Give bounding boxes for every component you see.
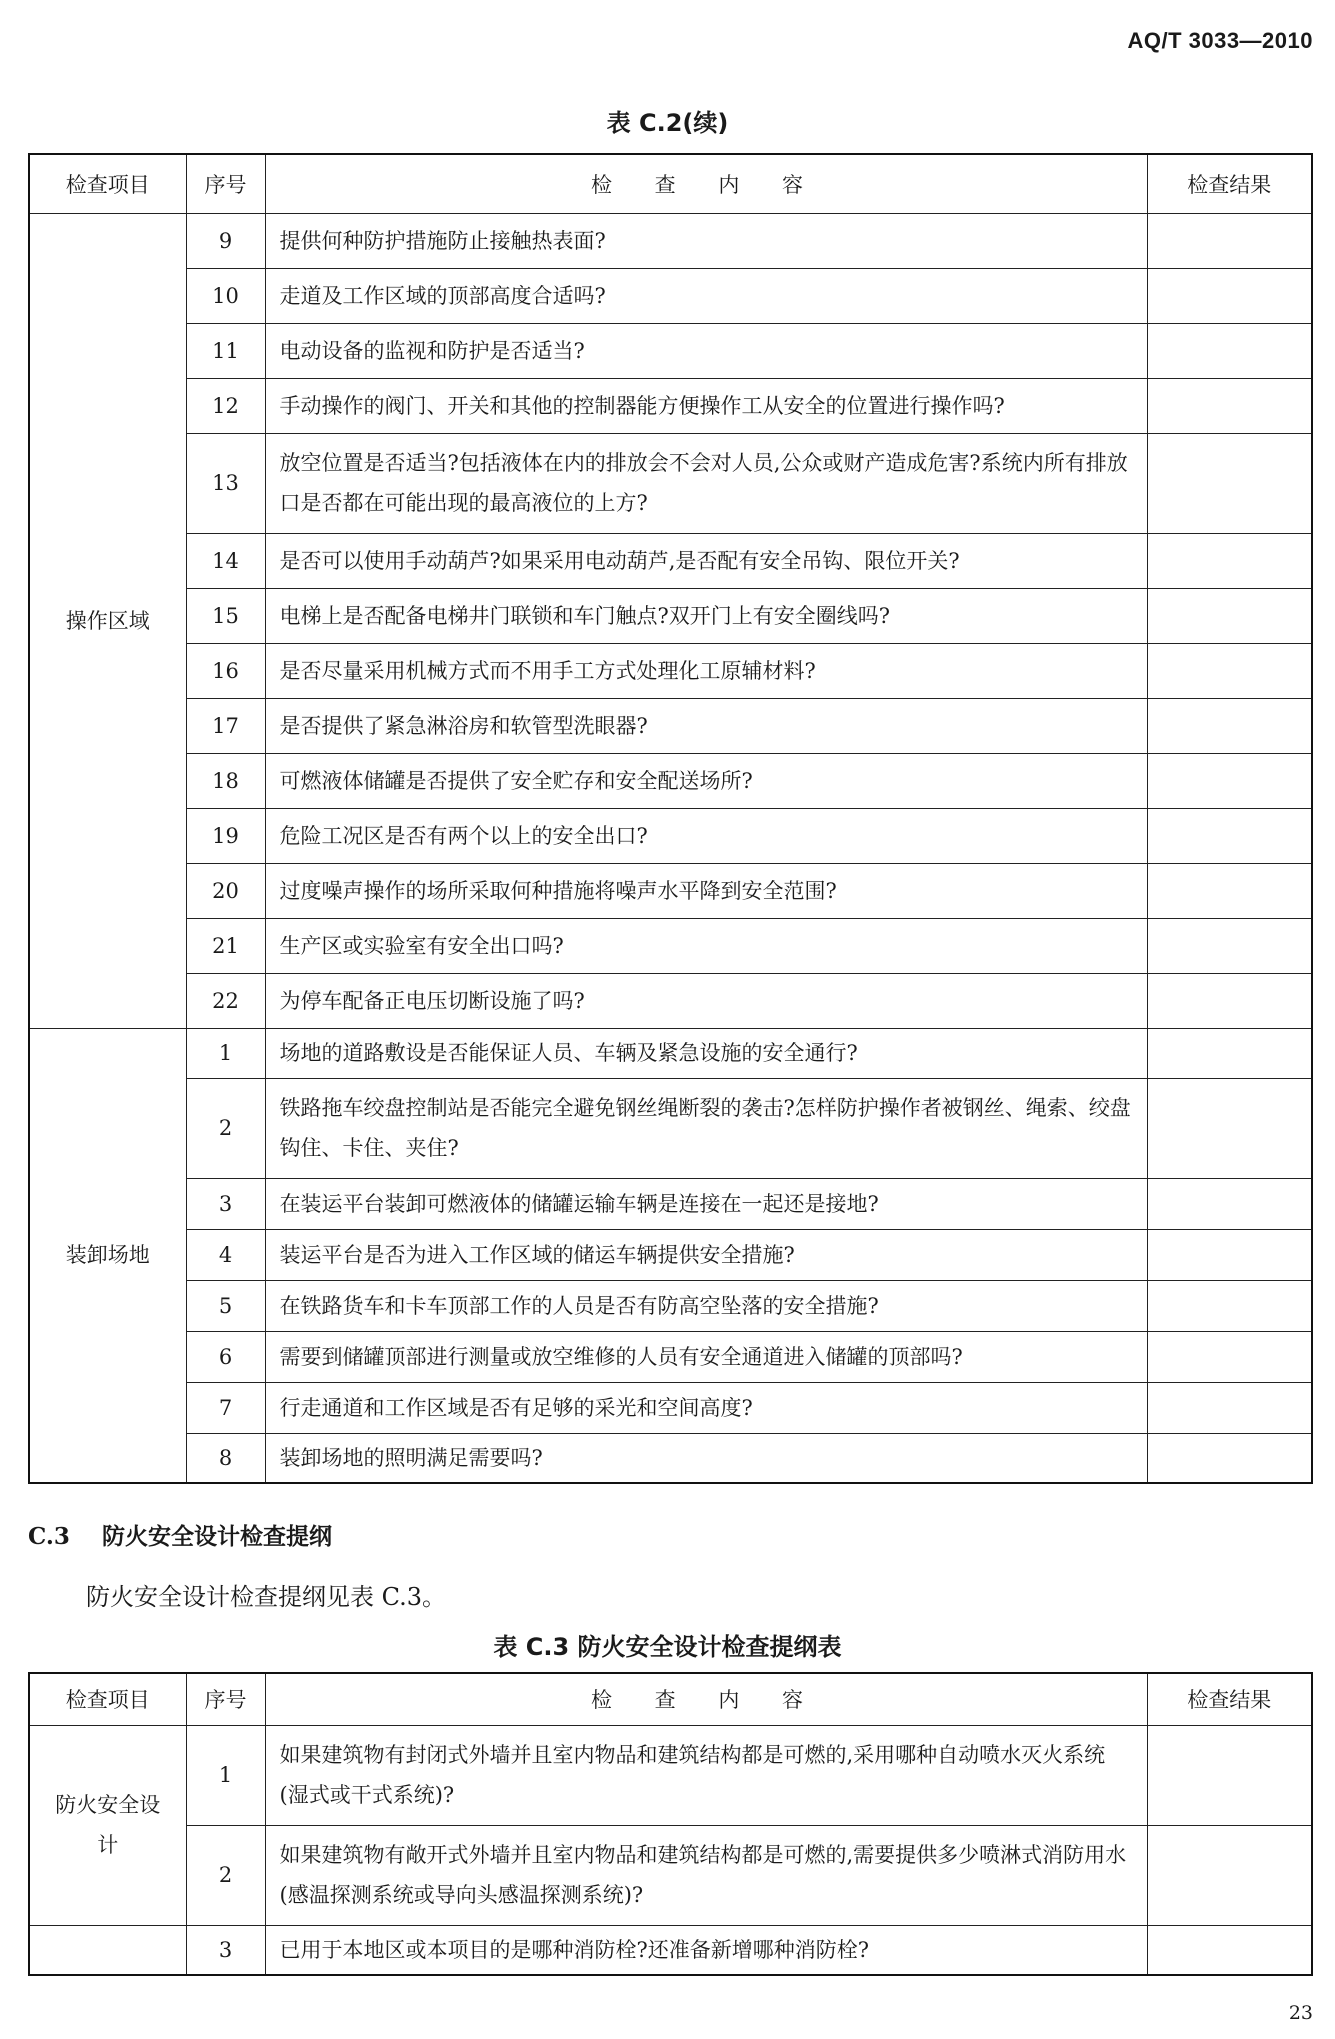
content-cell: 在铁路货车和卡车顶部工作的人员是否有防高空坠落的安全措施? [265,1280,1147,1331]
seq-cell: 18 [186,753,265,808]
table-row [29,433,1312,533]
result-cell[interactable] [1147,323,1312,378]
section-c3-heading [28,1518,332,1551]
seq-cell: 1 [186,1028,265,1078]
col-header-result: 检查结果 [1147,154,1312,213]
seq-cell: 17 [186,698,265,753]
table-row [29,1331,1312,1382]
col-header-content: 检 查 内 容 [265,1673,1147,1725]
seq-cell: 3 [186,1178,265,1229]
table-row [29,643,1312,698]
col-header-seq: 序号 [186,1673,265,1725]
document-code: AQ/T 3033—2010 [1127,28,1313,53]
result-cell[interactable] [1147,433,1312,533]
content-cell: 装卸场地的照明满足需要吗? [265,1433,1147,1483]
table-c2-caption: 表 C.2(续) [606,109,729,137]
content-cell: 为停车配备正电压切断设施了吗? [265,973,1147,1028]
content-cell: 需要到储罐顶部进行测量或放空维修的人员有安全通道进入储罐的顶部吗? [265,1331,1147,1382]
content-cell: 电动设备的监视和防护是否适当? [265,323,1147,378]
col-header-item: 检查项目 [29,1673,186,1725]
result-cell[interactable] [1147,1028,1312,1078]
table-row [29,808,1312,863]
table-row [29,323,1312,378]
section-number: C.3 [28,1523,70,1550]
table-row [29,1280,1312,1331]
table-row [29,533,1312,588]
seq-cell: 8 [186,1433,265,1483]
section-title: 防火安全设计检查提纲 [102,1524,332,1550]
section-intro: 防火安全设计检查提纲见表 C.3。 [86,1583,447,1611]
result-cell[interactable] [1147,1331,1312,1382]
col-header-item: 检查项目 [29,154,186,213]
table-header-row [29,1673,1312,1725]
result-cell[interactable] [1147,213,1312,268]
col-header-result: 检查结果 [1147,1673,1312,1725]
table-row [29,1078,1312,1178]
result-cell[interactable] [1147,808,1312,863]
category-cell: 防火安全设计 [29,1725,186,1925]
seq-cell: 4 [186,1229,265,1280]
seq-cell: 9 [186,213,265,268]
seq-cell: 19 [186,808,265,863]
table-c3 [28,1672,1313,1976]
content-cell: 电梯上是否配备电梯井门联锁和车门触点?双开门上有安全圈线吗? [265,588,1147,643]
content-cell: 是否尽量采用机械方式而不用手工方式处理化工原辅材料? [265,643,1147,698]
content-cell: 行走通道和工作区域是否有足够的采光和空间高度? [265,1382,1147,1433]
content-cell: 可燃液体储罐是否提供了安全贮存和安全配送场所? [265,753,1147,808]
content-cell: 放空位置是否适当?包括液体在内的排放会不会对人员,公众或财产造成危害?系统内所有排放口是否都在可能出现的最高液位的上方? [265,433,1147,533]
content-cell: 生产区或实验室有安全出口吗? [265,918,1147,973]
col-header-seq: 序号 [186,154,265,213]
seq-cell: 1 [186,1725,265,1825]
content-cell: 如果建筑物有敞开式外墙并且室内物品和建筑结构都是可燃的,需要提供多少喷淋式消防用水(感温探测系统或导向头感温探测系统)? [265,1825,1147,1925]
table-row [29,378,1312,433]
table-row [29,753,1312,808]
content-cell: 过度噪声操作的场所采取何种措施将噪声水平降到安全范围? [265,863,1147,918]
page-number: 23 [1288,2002,1313,2024]
category-cell-continued [29,1925,186,1975]
category-cell: 装卸场地 [29,1028,186,1483]
seq-cell: 20 [186,863,265,918]
content-cell: 已用于本地区或本项目的是哪种消防栓?还准备新增哪种消防栓? [265,1925,1147,1975]
result-cell[interactable] [1147,533,1312,588]
result-cell[interactable] [1147,1725,1312,1825]
seq-cell: 10 [186,268,265,323]
seq-cell: 7 [186,1382,265,1433]
result-cell[interactable] [1147,268,1312,323]
table-row [29,1925,1312,1975]
content-cell: 危险工况区是否有两个以上的安全出口? [265,808,1147,863]
content-cell: 铁路拖车绞盘控制站是否能完全避免钢丝绳断裂的袭击?怎样防护操作者被钢丝、绳索、绞盘钩住、卡住、夹住? [265,1078,1147,1178]
seq-cell: 22 [186,973,265,1028]
result-cell[interactable] [1147,1825,1312,1925]
content-cell: 是否提供了紧急淋浴房和软管型洗眼器? [265,698,1147,753]
table-row [29,1229,1312,1280]
col-header-content: 检 查 内 容 [265,154,1147,213]
result-cell[interactable] [1147,753,1312,808]
result-cell[interactable] [1147,1078,1312,1178]
result-cell[interactable] [1147,973,1312,1028]
result-cell[interactable] [1147,918,1312,973]
table-row [29,1433,1312,1483]
result-cell[interactable] [1147,698,1312,753]
content-cell: 在装运平台装卸可燃液体的储罐运输车辆是连接在一起还是接地? [265,1178,1147,1229]
table-row [29,213,1312,268]
result-cell[interactable] [1147,1433,1312,1483]
seq-cell: 15 [186,588,265,643]
content-cell: 手动操作的阀门、开关和其他的控制器能方便操作工从安全的位置进行操作吗? [265,378,1147,433]
result-cell[interactable] [1147,1382,1312,1433]
table-row [29,973,1312,1028]
table-row [29,918,1312,973]
seq-cell: 2 [186,1078,265,1178]
result-cell[interactable] [1147,378,1312,433]
table-row [29,1825,1312,1925]
table-header-row [29,154,1312,213]
category-cell: 操作区域 [29,213,186,1028]
table-row [29,863,1312,918]
result-cell[interactable] [1147,1229,1312,1280]
seq-cell: 13 [186,433,265,533]
result-cell[interactable] [1147,1280,1312,1331]
result-cell[interactable] [1147,1178,1312,1229]
table-row [29,1178,1312,1229]
content-cell: 场地的道路敷设是否能保证人员、车辆及紧急设施的安全通行? [265,1028,1147,1078]
seq-cell: 6 [186,1331,265,1382]
table-row [29,1382,1312,1433]
table-row [29,1028,1312,1078]
seq-cell: 16 [186,643,265,698]
seq-cell: 5 [186,1280,265,1331]
content-cell: 提供何种防护措施防止接触热表面? [265,213,1147,268]
content-cell: 走道及工作区域的顶部高度合适吗? [265,268,1147,323]
table-row [29,588,1312,643]
seq-cell: 3 [186,1925,265,1975]
seq-cell: 12 [186,378,265,433]
content-cell: 如果建筑物有封闭式外墙并且室内物品和建筑结构都是可燃的,采用哪种自动喷水灭火系统(湿式或干式系统)? [265,1725,1147,1825]
result-cell[interactable] [1147,863,1312,918]
seq-cell: 21 [186,918,265,973]
table-row [29,1725,1312,1825]
result-cell[interactable] [1147,1925,1312,1975]
content-cell: 装运平台是否为进入工作区域的储运车辆提供安全措施? [265,1229,1147,1280]
content-cell: 是否可以使用手动葫芦?如果采用电动葫芦,是否配有安全吊钩、限位开关? [265,533,1147,588]
table-c2 [28,153,1313,1484]
table-row [29,698,1312,753]
result-cell[interactable] [1147,643,1312,698]
table-row [29,268,1312,323]
seq-cell: 2 [186,1825,265,1925]
seq-cell: 14 [186,533,265,588]
table-c3-caption: 表 C.3 防火安全设计检查提纲表 [493,1633,842,1661]
result-cell[interactable] [1147,588,1312,643]
seq-cell: 11 [186,323,265,378]
